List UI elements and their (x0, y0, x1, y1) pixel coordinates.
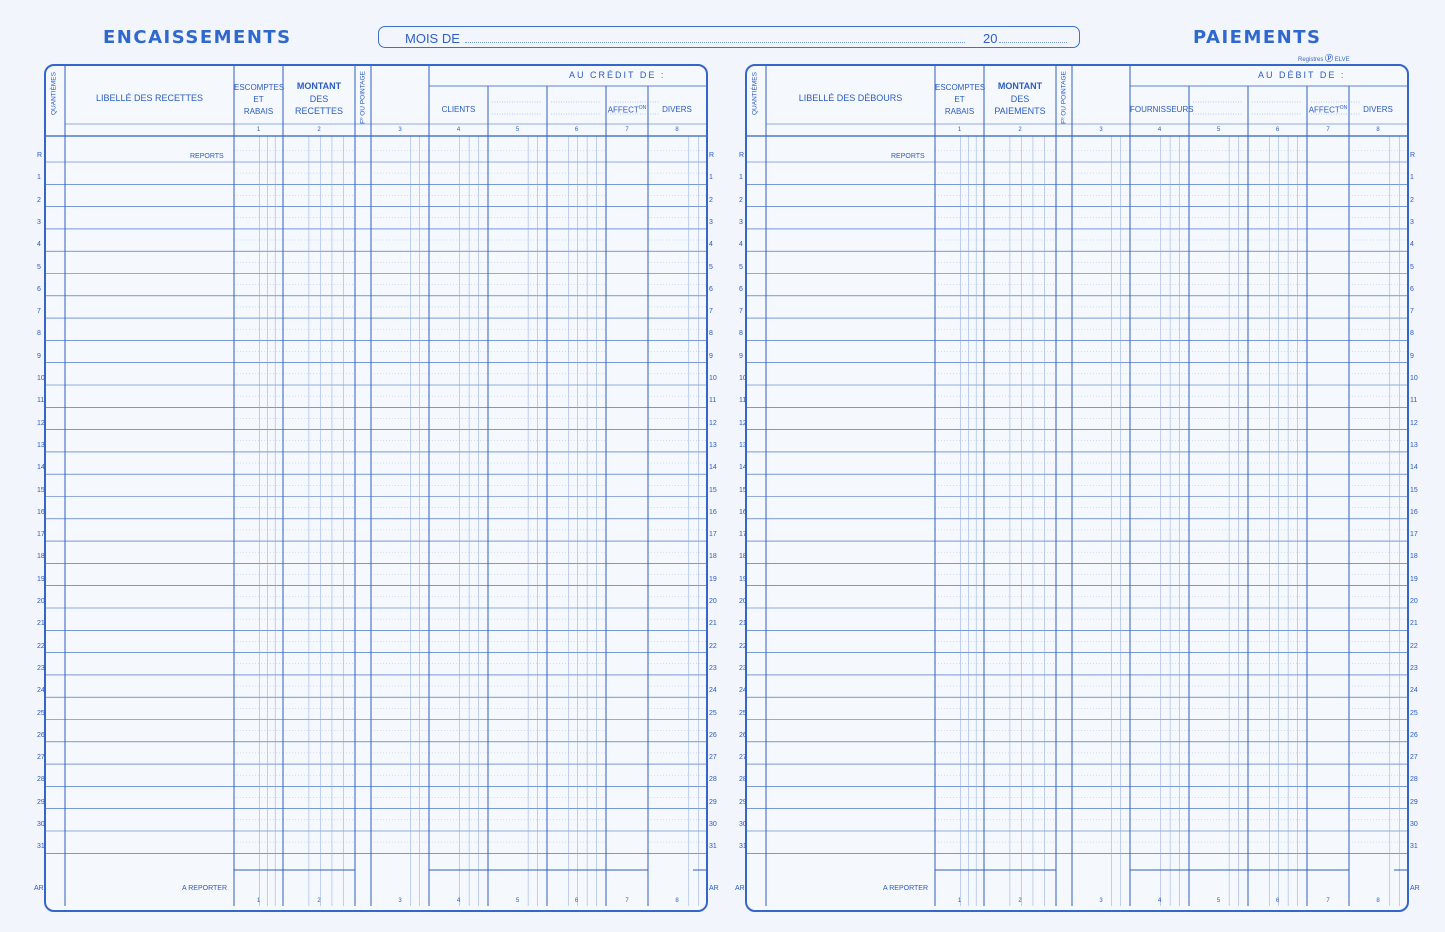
escomptes-line: RABAIS (944, 107, 975, 116)
ledger-row[interactable] (65, 610, 234, 630)
reports-label: REPORTS (190, 153, 224, 160)
brand-name: ELVE (1334, 57, 1350, 63)
ledger-row[interactable] (65, 811, 234, 831)
row-label-margin: 24 (709, 687, 717, 695)
escomptes-header (234, 82, 283, 118)
row-label-outer: 7 (739, 308, 743, 316)
row-label-outer: 8 (739, 330, 743, 338)
encaissements-title: ENCAISSEMENTS (103, 27, 292, 48)
divers-header: DIVERS (1363, 105, 1393, 114)
col3-header: CLIENTS (441, 105, 476, 114)
ledger-row[interactable] (766, 499, 935, 519)
column-number-footer: 3 (1099, 898, 1103, 904)
ledger-row[interactable] (766, 409, 935, 429)
row-label-outer: 13 (739, 441, 747, 449)
row-label-margin: 22 (1410, 642, 1418, 650)
ledger-row[interactable] (65, 231, 234, 251)
row-label-outer: 3 (739, 218, 743, 226)
column-number: 4 (1157, 127, 1162, 133)
ledger-row[interactable] (65, 298, 234, 318)
month-label: MOIS DE (405, 31, 460, 46)
row-label-margin: 21 (709, 620, 717, 628)
column-number: 6 (1275, 127, 1280, 133)
ledger-row[interactable] (766, 276, 935, 296)
escomptes-line: ESCOMPTES (234, 83, 285, 92)
row-label-outer: 2 (37, 196, 41, 204)
ledger-row[interactable] (766, 543, 935, 563)
brand-small-text: Registres (1298, 57, 1324, 63)
column-number: 1 (256, 127, 261, 133)
row-label-outer: 22 (37, 642, 45, 650)
row-label-outer: 31 (37, 843, 45, 851)
ledger-row[interactable] (65, 342, 234, 362)
affect-header (1307, 102, 1349, 117)
row-label-outer: 3 (37, 218, 41, 226)
row-label-outer: 10 (739, 375, 747, 382)
row-label-margin: 23 (709, 664, 717, 672)
row-label-margin: 8 (709, 330, 713, 338)
row-label-outer: 19 (37, 575, 45, 583)
ledger-row[interactable] (766, 454, 935, 474)
ledger-row[interactable] (65, 632, 234, 652)
ledger-row[interactable] (766, 342, 935, 362)
row-label-outer: 23 (739, 664, 747, 672)
row-label-outer: 13 (37, 441, 45, 449)
row-label-margin: 16 (709, 508, 717, 516)
column-number-footer: 7 (625, 898, 629, 904)
row-label-margin: 9 (1410, 352, 1414, 360)
column-number: 7 (625, 127, 629, 133)
ledger-row[interactable] (65, 387, 234, 407)
row-label-margin: 11 (1410, 397, 1418, 405)
affect-sup: ON (638, 105, 647, 111)
row-label-margin: 31 (1410, 843, 1418, 851)
brand-mark (1298, 53, 1350, 64)
footer-row-label: AR (34, 885, 44, 892)
row-label-margin: 22 (709, 642, 717, 650)
ledger-row[interactable] (766, 632, 935, 652)
ledger-row[interactable] (766, 142, 935, 162)
row-label-margin: 28 (709, 776, 717, 784)
row-label-outer: 9 (37, 352, 41, 360)
ledger-row[interactable] (766, 677, 935, 697)
ledger-row[interactable] (766, 610, 935, 630)
affect-sup: ON (1339, 105, 1348, 111)
ledger-row[interactable] (65, 454, 234, 474)
row-label-outer: 7 (37, 308, 41, 316)
column-number-footer: 4 (456, 898, 461, 904)
row-label-outer: 18 (739, 553, 747, 561)
row-label-margin: 1 (1410, 174, 1414, 182)
row-label-margin: 9 (709, 352, 713, 360)
row-label-margin: 1 (709, 174, 713, 182)
row-label-outer: 15 (37, 486, 45, 494)
ledger-row[interactable] (766, 387, 935, 407)
year-input-line[interactable] (999, 42, 1067, 43)
column-number-footer: 6 (1275, 898, 1280, 904)
column-number: 1 (957, 127, 962, 133)
row-label-outer: 20 (739, 598, 747, 605)
row-label-margin: 20 (709, 598, 717, 605)
row-label-margin: 13 (1410, 441, 1418, 449)
row-label-outer: 29 (37, 798, 45, 806)
ledger-row[interactable] (65, 677, 234, 697)
ledger-row[interactable] (65, 543, 234, 563)
column-number: 8 (675, 127, 679, 133)
ledger-row[interactable] (65, 699, 234, 719)
montant-line: PAIEMENTS (994, 106, 1046, 116)
montant-header (283, 80, 355, 118)
ledger-row[interactable] (65, 565, 234, 585)
reports-label: REPORTS (891, 153, 925, 160)
row-label-margin: 16 (1410, 508, 1418, 516)
ledger-row[interactable] (766, 744, 935, 764)
row-label-margin: 17 (709, 531, 717, 539)
row-label-margin: 30 (709, 821, 717, 828)
column-number: 2 (1018, 127, 1022, 133)
montant-line: DES (1010, 93, 1030, 104)
row-label-outer: 24 (37, 687, 45, 695)
ledger-row[interactable] (766, 298, 935, 318)
row-label-outer: 26 (739, 731, 747, 739)
column-number-footer: 3 (398, 898, 402, 904)
ledger-row[interactable] (65, 833, 234, 853)
row-label-margin: 11 (709, 397, 717, 405)
row-label-margin: 2 (1410, 196, 1414, 204)
row-label-outer: 10 (37, 375, 45, 382)
row-label-margin: 3 (709, 218, 713, 226)
ledger-row[interactable] (65, 722, 234, 742)
row-label-outer: 5 (37, 263, 41, 271)
row-label-margin: 18 (709, 553, 717, 561)
column-number: 7 (1326, 127, 1330, 133)
ledger-row[interactable] (766, 655, 935, 675)
ledger-row[interactable] (65, 588, 234, 608)
ledger-row[interactable] (766, 253, 935, 273)
row-label-outer: 14 (739, 464, 747, 472)
ledger-row[interactable] (766, 699, 935, 719)
column-number-footer: 7 (1326, 898, 1330, 904)
row-label-margin: 23 (1410, 664, 1418, 672)
row-label-outer: 18 (37, 553, 45, 561)
a-reporter-label: A REPORTER (883, 885, 928, 892)
column-number: 3 (1099, 127, 1103, 133)
row-label-outer: 21 (37, 620, 45, 628)
affect-label: AFFECT (607, 105, 639, 115)
affect-label: AFFECT (1308, 105, 1340, 115)
escomptes-line: ET (954, 95, 965, 104)
row-label-margin: 25 (1410, 709, 1418, 717)
row-label-margin: 14 (709, 464, 717, 472)
row-label-outer: 25 (37, 709, 45, 717)
row-label-outer: 1 (37, 174, 41, 182)
ledger-row[interactable] (766, 811, 935, 831)
quantiemes-header: QUANTIÈMES (751, 72, 759, 115)
row-label-outer: 26 (37, 731, 45, 739)
libelle-header: LIBELLÉ DES DÉBOURS (798, 93, 903, 103)
row-label-margin: 17 (1410, 531, 1418, 539)
row-label-outer: 2 (739, 196, 743, 204)
row-label-outer: 4 (739, 241, 743, 249)
ledger-row[interactable] (766, 365, 935, 385)
row-label-outer: 16 (37, 508, 45, 516)
row-label-outer: 30 (37, 821, 45, 828)
row-label-outer: 14 (37, 464, 45, 472)
ledger-row[interactable] (766, 521, 935, 541)
column-number-footer: 1 (256, 898, 261, 904)
row-label-outer: 19 (739, 575, 747, 583)
column-number: 2 (317, 127, 321, 133)
ledger-row[interactable] (766, 833, 935, 853)
row-label-margin: 6 (709, 285, 713, 293)
a-reporter-label: A REPORTER (182, 885, 227, 892)
row-label-margin: 20 (1410, 598, 1418, 605)
row-label-margin: 29 (1410, 798, 1418, 806)
montant-line: DES (309, 93, 329, 104)
row-label-margin: 25 (709, 709, 717, 717)
row-label-margin: 15 (709, 486, 717, 494)
ledger-row[interactable] (65, 499, 234, 519)
montant-line: MONTANT (296, 81, 342, 91)
ledger-row[interactable] (65, 209, 234, 229)
row-label-margin: 3 (1410, 218, 1414, 226)
escomptes-line: RABAIS (243, 107, 274, 116)
row-label-margin: 31 (709, 843, 717, 851)
row-label-margin: 7 (1410, 308, 1414, 316)
row-label-margin: 10 (709, 375, 717, 382)
divers-header: DIVERS (662, 105, 692, 114)
row-label-margin: 6 (1410, 285, 1414, 293)
row-label-outer: 1 (739, 174, 743, 182)
row-label-margin: 12 (1410, 419, 1418, 427)
column-number-footer: 5 (1216, 898, 1221, 904)
ledger-row[interactable] (65, 744, 234, 764)
year-prefix: 20 (983, 31, 998, 46)
ledger-row[interactable] (65, 320, 234, 340)
row-label-margin: 4 (709, 241, 713, 249)
ledger-row[interactable] (65, 409, 234, 429)
ledger-row[interactable] (65, 788, 234, 808)
column-number: 5 (1216, 127, 1221, 133)
ledger-row[interactable] (65, 432, 234, 452)
footer-row-label: AR (735, 885, 745, 892)
row-label-outer: R (37, 152, 43, 159)
column-number: 4 (456, 127, 461, 133)
row-label-outer: 12 (37, 419, 45, 427)
month-input-line[interactable] (465, 42, 965, 43)
row-label-outer: 22 (739, 642, 747, 650)
ledger-row[interactable] (65, 476, 234, 496)
ledger-row[interactable] (766, 565, 935, 585)
row-label-margin: 8 (1410, 330, 1414, 338)
column-number-footer: 2 (317, 898, 321, 904)
ledger-row[interactable] (65, 276, 234, 296)
montant-header (984, 80, 1056, 118)
pointage-header: Fº OU POINTAGE (1060, 71, 1068, 124)
ledger-row[interactable] (65, 186, 234, 206)
ledger-row[interactable] (766, 186, 935, 206)
row-label-margin: 13 (709, 441, 717, 449)
ledger-row[interactable] (65, 655, 234, 675)
row-label-outer: 20 (37, 598, 45, 605)
row-label-outer: 6 (37, 285, 41, 293)
row-label-outer: 12 (739, 419, 747, 427)
montant-line: RECETTES (294, 106, 343, 116)
row-label-margin: 30 (1410, 821, 1418, 828)
month-field[interactable] (378, 26, 1080, 48)
row-label-outer: 21 (739, 620, 747, 628)
row-label-outer: 29 (739, 798, 747, 806)
row-label-outer: 25 (739, 709, 747, 717)
row-label-margin: 28 (1410, 776, 1418, 784)
ledger-row[interactable] (766, 209, 935, 229)
column-number: 8 (1376, 127, 1380, 133)
row-label-outer: 4 (37, 241, 41, 249)
ledger-row[interactable] (766, 164, 935, 184)
column-number-footer: 4 (1157, 898, 1162, 904)
row-label-outer: 28 (37, 776, 45, 784)
payments-ledger-panel (735, 64, 1420, 912)
ledger-row[interactable] (65, 142, 234, 162)
row-label-margin: 14 (1410, 464, 1418, 472)
ledger-row[interactable] (65, 164, 234, 184)
column-number-footer: 8 (1376, 898, 1380, 904)
ledger-row[interactable] (65, 365, 234, 385)
row-label-outer: 24 (739, 687, 747, 695)
column-number-footer: 1 (957, 898, 962, 904)
ledger-row[interactable] (65, 253, 234, 273)
paiements-title: PAIEMENTS (1193, 27, 1322, 48)
row-label-margin: 21 (1410, 620, 1418, 628)
footer-row-label-margin: AR (709, 885, 719, 892)
row-label-outer: 15 (739, 486, 747, 494)
col3-header: FOURNISSEURS (1130, 105, 1194, 114)
escomptes-header (935, 82, 984, 118)
row-label-outer: 27 (37, 754, 45, 762)
footer-row-label-margin: AR (1410, 885, 1420, 892)
row-label-margin: 24 (1410, 687, 1418, 695)
row-label-outer: 11 (37, 397, 45, 405)
row-label-margin: 12 (709, 419, 717, 427)
ledger-row[interactable] (766, 722, 935, 742)
column-number-footer: 8 (675, 898, 679, 904)
column-number-footer: 2 (1018, 898, 1022, 904)
row-label-margin: 27 (709, 754, 717, 762)
brand-logo-icon: Ⓟ (1325, 54, 1334, 63)
credit-header: AU DÉBIT DE : (1258, 70, 1346, 80)
row-label-margin: 5 (1410, 263, 1414, 271)
row-label-margin: 19 (1410, 575, 1418, 583)
row-label-outer: 27 (739, 754, 747, 762)
column-number: 6 (574, 127, 579, 133)
row-label-margin: R (1410, 152, 1416, 159)
ledger-row[interactable] (65, 766, 234, 786)
libelle-header: LIBELLÉ DES RECETTES (95, 93, 204, 103)
credit-header: AU CRÉDIT DE : (569, 70, 666, 80)
ledger-row[interactable] (766, 588, 935, 608)
column-number-footer: 5 (515, 898, 520, 904)
column-number: 5 (515, 127, 520, 133)
affect-header (606, 102, 648, 117)
receipts-ledger-panel (34, 64, 719, 912)
escomptes-line: ET (253, 95, 264, 104)
column-number-footer: 6 (574, 898, 579, 904)
ledger-row[interactable] (766, 432, 935, 452)
row-label-outer: 17 (37, 531, 45, 539)
row-label-outer: 23 (37, 664, 45, 672)
row-label-margin: 29 (709, 798, 717, 806)
row-label-margin: 5 (709, 263, 713, 271)
ledger-row[interactable] (766, 320, 935, 340)
row-label-outer: 30 (739, 821, 747, 828)
row-label-outer: 9 (739, 352, 743, 360)
row-label-outer: 8 (37, 330, 41, 338)
row-label-outer: R (739, 152, 745, 159)
ledger-row[interactable] (766, 476, 935, 496)
row-label-margin: 26 (1410, 731, 1418, 739)
row-label-margin: 4 (1410, 241, 1414, 249)
row-label-outer: 6 (739, 285, 743, 293)
montant-line: MONTANT (997, 81, 1043, 91)
row-label-margin: 7 (709, 308, 713, 316)
row-label-outer: 16 (739, 508, 747, 516)
ledger-row[interactable] (766, 231, 935, 251)
row-label-outer: 11 (739, 397, 747, 405)
row-label-outer: 5 (739, 263, 743, 271)
escomptes-line: ESCOMPTES (935, 83, 986, 92)
row-label-outer: 31 (739, 843, 747, 851)
row-label-margin: 10 (1410, 375, 1418, 382)
row-label-outer: 17 (739, 531, 747, 539)
row-label-margin: 15 (1410, 486, 1418, 494)
ledger-row[interactable] (65, 521, 234, 541)
row-label-margin: 18 (1410, 553, 1418, 561)
row-label-margin: 19 (709, 575, 717, 583)
row-label-margin: R (709, 152, 715, 159)
row-label-margin: 2 (709, 196, 713, 204)
ledger-row[interactable] (766, 788, 935, 808)
column-number: 3 (398, 127, 402, 133)
row-label-margin: 26 (709, 731, 717, 739)
pointage-header: Fº OU POINTAGE (359, 71, 367, 124)
ledger-row[interactable] (766, 766, 935, 786)
quantiemes-header: QUANTIÈMES (50, 72, 58, 115)
row-label-margin: 27 (1410, 754, 1418, 762)
row-label-outer: 28 (739, 776, 747, 784)
